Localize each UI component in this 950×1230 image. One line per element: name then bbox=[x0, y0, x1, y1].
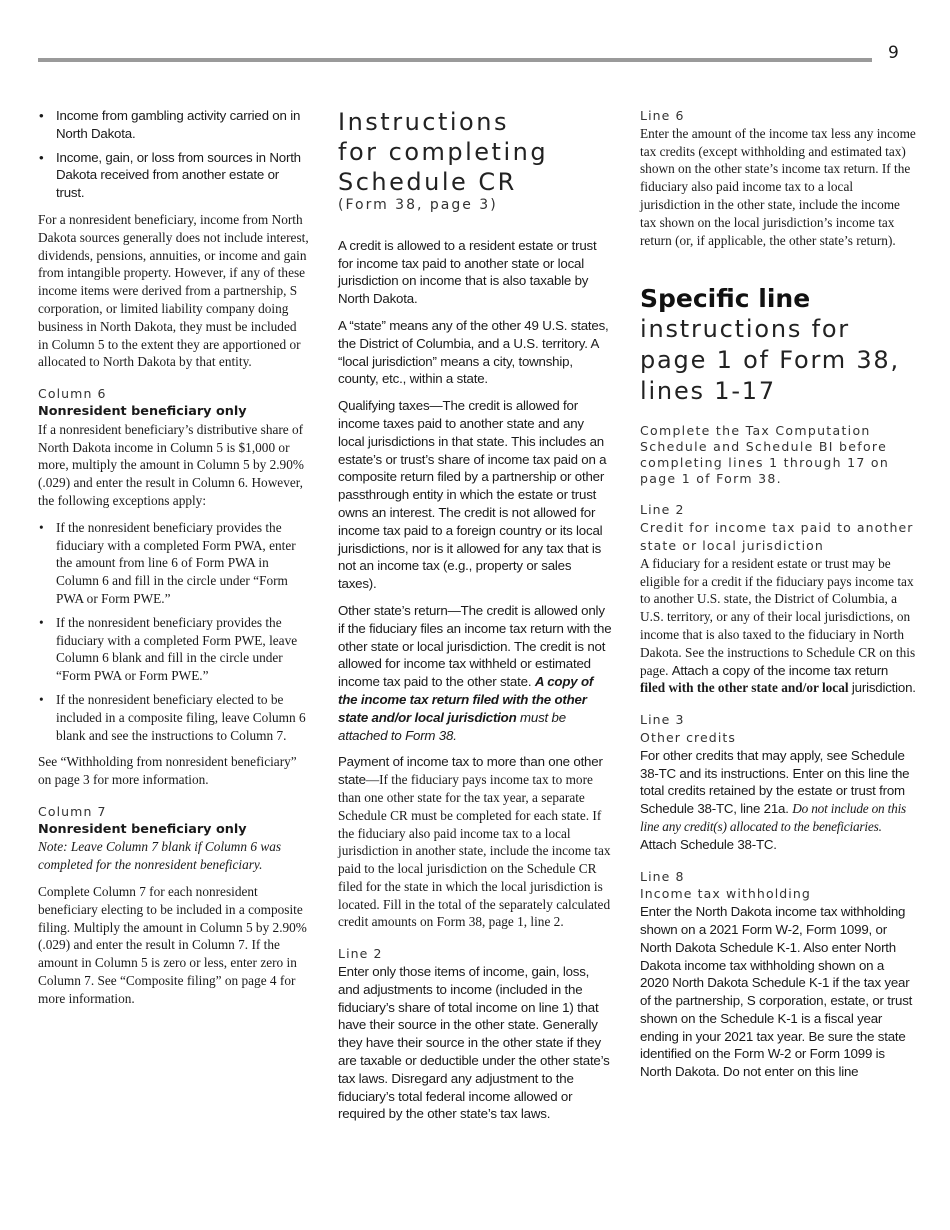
state-definition-paragraph: A “state” means any of the other 49 U.S. states, the District of Columbia, and a U.S. territory. A “local jurisdiction” means a city, township, county, etc., within a state. bbox=[338, 317, 609, 387]
other-state-return-paragraph bbox=[338, 602, 612, 744]
column6-see-also: See “Withholding from nonresident beneficiary” on page 3 for more information. bbox=[38, 754, 297, 788]
schedule-cr-subtitle: (Form 38, page 3) bbox=[338, 197, 498, 213]
line2-label: Line 2 bbox=[640, 502, 685, 518]
line2-text: A fiduciary for a resident estate or trust may be eligible for a credit if the fiduciary pays income tax to another U.S. state, the District of Columbia, a U.S. territory, or any of their local jurisdictions, on income that is also taxed to the fiduciary in North Dakota. See the instructions to Schedule CR on this page. bbox=[640, 555, 916, 678]
payment-lead: Payment of income tax to more than one other state bbox=[338, 754, 603, 788]
title-line: Schedule CR bbox=[338, 168, 517, 196]
other-state-lead: Other state’s return— bbox=[338, 602, 461, 618]
line6-label: Line 6 bbox=[640, 108, 685, 123]
specific-line-heading: Specific line bbox=[640, 284, 811, 314]
line2-attach-end: jurisdiction. bbox=[851, 680, 916, 696]
column6-paragraph: If a nonresident beneficiary’s distributive share of North Dakota income in Column 5 is $1,000 or more, multiply the amount in Column 5 by 2.90% (.029) and enter the result in Column 6. However, the following exceptions apply: bbox=[38, 421, 304, 508]
other-state-bold-italic: A copy of the income tax return filed with the other state and/or local jurisdiction bbox=[338, 674, 594, 725]
column7-note: Note: Leave Column 7 blank if Column 6 was completed for the nonresident beneficiary. bbox=[38, 839, 282, 873]
line2-paragraph: Enter only those items of income, gain, loss, and adjustments to income (included in the fiduciary’s share of total income on line 1) that have their source in the other state. Generally they have their source in the other state if they are taxable or deductible under the other state’s tax laws. Disregard any adjustment to the fiduciary’s total federal income allowed or required by the other state’s tax laws. bbox=[338, 964, 610, 1122]
qualifying-taxes-lead: Qualifying taxes— bbox=[338, 398, 443, 414]
line2-label: Line 2 bbox=[338, 946, 383, 962]
credit-paragraph: A credit is allowed to a resident estate or trust for income tax paid to another state or local jurisdiction on income that is also taxable by North Dakota. bbox=[338, 237, 597, 307]
line2-subheading: Credit for income tax paid to another state or local jurisdiction bbox=[640, 520, 914, 553]
other-state-text: The credit is allowed only if the fiduciary files an income tax return with the other state or local jurisdiction. The credit is not allowed for income tax withheld or estimated income tax paid to the other state. bbox=[338, 602, 612, 690]
column6-label: Column 6 bbox=[38, 386, 107, 402]
line3-italic: Do not include on this line any credit(s) allocated to the beneficiaries. bbox=[640, 801, 907, 834]
line8-label: Line 8 bbox=[640, 868, 685, 884]
column6-exceptions-list bbox=[38, 519, 310, 745]
header-rule bbox=[38, 58, 872, 62]
line8-paragraph: Enter the North Dakota income tax withholding shown on a 2021 Form W-2, Form 1099, or North Dakota Schedule K-1. Also enter North Dakota income tax withholding shown on a 2020 North Dakota Schedule K-1 if the tax year of the partnership, S corporation, estate, or trust shown on the Schedule K-1 is a fiscal year ending in your 2021 tax year. Be sure the state identified on the Form W-2 or Form 1099 is North Dakota. Do not enter on this line bbox=[640, 904, 913, 1080]
column7-label: Column 7 bbox=[38, 803, 107, 819]
column-right bbox=[640, 107, 916, 1090]
other-state-italic: must be attached to Form 38. bbox=[338, 709, 566, 743]
heading-line: instructions for bbox=[640, 315, 850, 344]
qualifying-taxes-text: The credit is allowed for income taxes paid to another state and any local jurisdictions in that state. This includes an estate’s or trust’s share of income tax paid on a composite return filed by a partnership or other passthrough entity in which the estate or trust owns an interest. The credit is not allowed for income tax paid to a foreign country or its local jurisdictions, nor is it allowed for any tax that is not an income tax (e.g., property or sales taxes). bbox=[338, 398, 607, 592]
line2-paragraph bbox=[640, 555, 916, 697]
title-line: for completing bbox=[338, 138, 549, 166]
line3-text: For other credits that may apply, see Schedule 38-TC and its instructions. Enter on this line the total credits retained by the estate or trust from Schedule 38-TC, line 21a. bbox=[640, 747, 910, 817]
line3-paragraph bbox=[640, 747, 916, 854]
list-item: • If the nonresident beneficiary elected to be included in a composite filing, leave Column 6 blank and see the instructions to Column 7. bbox=[38, 691, 310, 744]
page-number: 9 bbox=[888, 43, 899, 63]
column-left bbox=[38, 107, 310, 1017]
list-item: • Income, gain, or loss from sources in North Dakota received from another estate or trust. bbox=[38, 149, 310, 202]
qualifying-taxes-paragraph bbox=[338, 397, 612, 593]
line3-subheading: Other credits bbox=[640, 729, 737, 745]
line8-subheading: Income tax withholding bbox=[640, 886, 811, 902]
nonresident-paragraph: For a nonresident beneficiary, income from North Dakota sources generally does not include interest, dividends, pensions, annuities, or income and gain from intangible property. However, if any of these income items were derived from a partnership, S corporation, or limited liability company doing business in North Dakota, they must be included in Column 5 to the extent they are apportioned or allocated to North Dakota by that entity. bbox=[38, 211, 309, 370]
list-item: • Income from gambling activity carried on in North Dakota. bbox=[38, 107, 310, 143]
heading-line: page 1 of Form 38, bbox=[640, 346, 900, 375]
line3-end: Attach Schedule 38-TC. bbox=[640, 836, 777, 852]
list-item: • If the nonresident beneficiary provides the fiduciary with a completed Form PWA, enter the amount from line 6 of Form PWA in Column 6 and fill in the circle under “Form PWA or Form PWE.” bbox=[38, 519, 310, 608]
specific-line-intro: Complete the Tax Computation Schedule and Schedule BI before completing lines 1 through 17 on page 1 of Form 38. bbox=[640, 423, 890, 487]
line6-paragraph: Enter the amount of the income tax less any income tax credits (except withholding and estimated tax) shown on the other state’s income tax return. If the fiduciary also paid income tax to a local jurisdiction in the other state, include the income tax shown on the local jurisdiction’s income tax return (or, if applicable, the other state’s return). bbox=[640, 125, 916, 248]
payment-text: —If the fiduciary pays income tax to more than one other state for the tax year, a separate Schedule CR must be completed for each state. If the fiduciary also paid income tax to a local jurisdiction in another state, include the income tax paid to the local jurisdiction on the Schedule CR filed for the state in which the local jurisdiction is located. Fill in the total of the separately calculated credit amounts on Form 38, page 1, line 2. bbox=[338, 772, 611, 930]
column-middle bbox=[338, 107, 612, 1132]
line3-label: Line 3 bbox=[640, 712, 685, 728]
bullet-list-sources bbox=[38, 107, 310, 202]
column7-heading: Nonresident beneficiary only bbox=[38, 821, 247, 837]
line2-attach-bold: filed with the other state and/or local bbox=[640, 680, 849, 696]
list-item: • If the nonresident beneficiary provides the fiduciary with a completed Form PWE, leave Column 6 blank and fill in the circle under “Form PWA or Form PWE.” bbox=[38, 614, 310, 685]
schedule-cr-title bbox=[338, 107, 612, 197]
heading-line: lines 1-17 bbox=[640, 377, 776, 406]
line2-attach-text: Attach a copy of the income tax return bbox=[671, 662, 889, 678]
column7-paragraph: Complete Column 7 for each nonresident beneficiary electing to be included in a composite filing. Multiply the amount in Column 5 by 2.90% (.029) and enter the result in Column 7. If the amount in Column 5 is zero or less, enter zero in Column 7. See “Composite filing” on page 4 for more information. bbox=[38, 884, 307, 1006]
payment-paragraph bbox=[338, 753, 612, 931]
title-line: Instructions bbox=[338, 108, 509, 136]
specific-line-subheading bbox=[640, 314, 916, 407]
column6-heading: Nonresident beneficiary only bbox=[38, 403, 247, 419]
